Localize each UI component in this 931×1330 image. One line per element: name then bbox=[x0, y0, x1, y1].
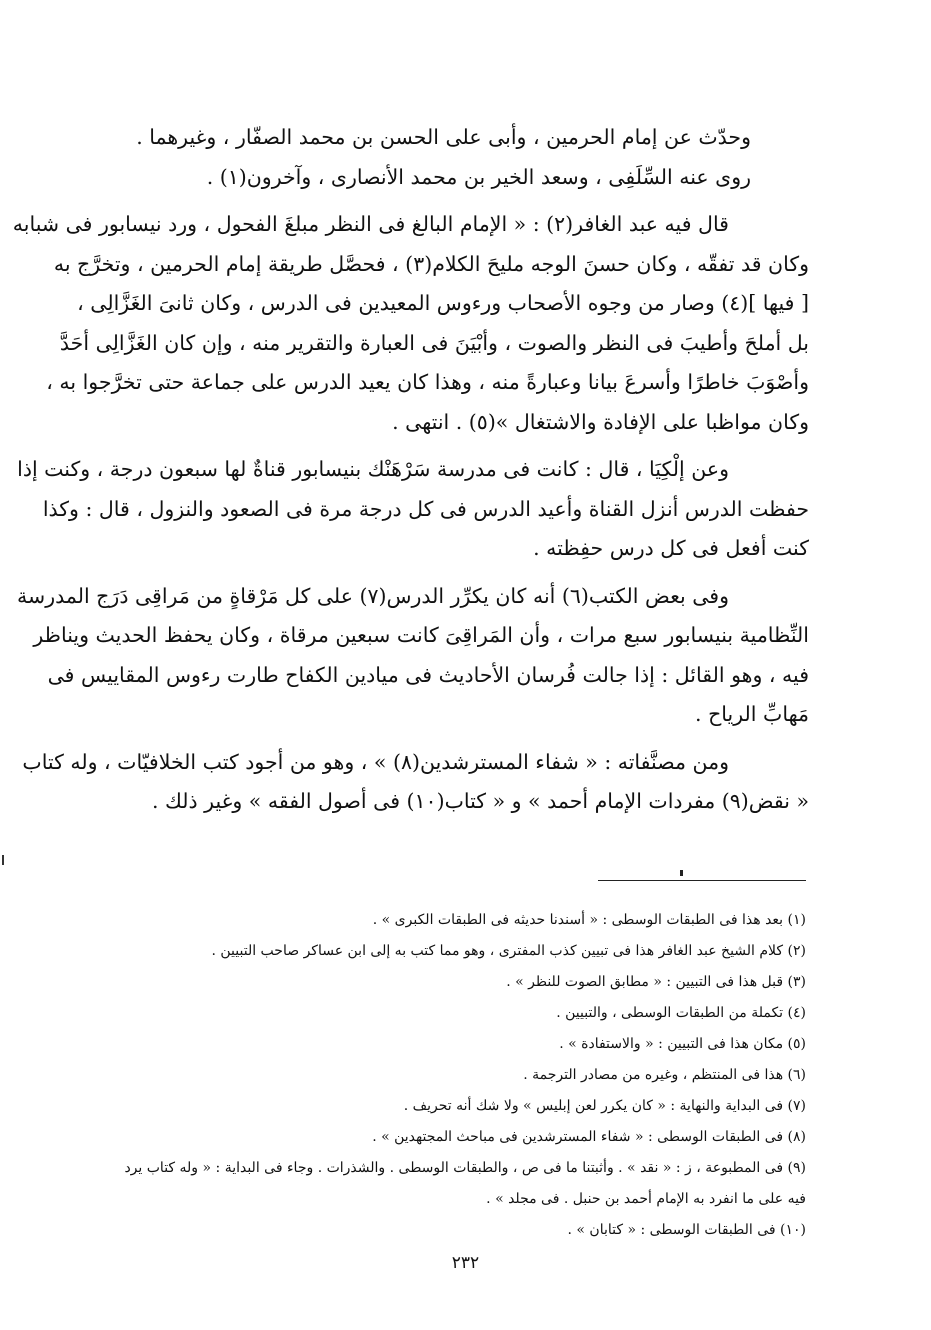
text-line: قال فيه عبد الغافر(٢) : « الإمام البالغ فى النظر مبلغَ الفحول ، ورد نيسابور فى شبابه bbox=[12, 212, 729, 236]
paragraph-gap bbox=[90, 442, 809, 450]
footnote: (٥) مكان هذا فى التبيين : « والاستفادة » . bbox=[559, 1036, 806, 1052]
paragraph-gap bbox=[90, 569, 809, 577]
footnotes bbox=[120, 905, 806, 1246]
text-line: وعن إلْكِيَا ، قال : كانت فى مدرسة سَرْهَنْك بنيسابور قناةٌ لها سبعون درجة ، وكنت إذا bbox=[17, 457, 729, 481]
footnote: (١) بعد هذا فى الطبقات الوسطى : « أسندنا حديثه فى الطبقات الكبرى » . bbox=[372, 912, 806, 928]
footnote: (٦) هذا فى المنتظم ، وغيره من مصادر الترجمة . bbox=[523, 1067, 806, 1083]
footnote: (٧) فى البداية والنهاية : « كان يكرر لعن إبليس » ولا شك أنه تحريف . bbox=[403, 1098, 806, 1114]
text-line: [ فيها ](٤) وصار من وجوه الأصحاب ورءوس المعيدين فى الدرس ، وكان ثانىَ الغَزَّالِى ، bbox=[77, 291, 809, 315]
text-line: وكان مواظبا على الإفادة والاشتغال »(٥) . انتهى . bbox=[392, 409, 809, 434]
text-line: وحدّث عن إمام الحرمين ، وأبى على الحسن بن محمد الصفّار ، وغيرهما . bbox=[136, 125, 751, 149]
text-line: النِّظامية بنيسابور سبع مرات ، وأن المَراقِىَ كانت سبعين مرقاة ، وكان يحفظ الحديث ويناظر bbox=[33, 623, 809, 647]
paragraph-gap bbox=[90, 197, 809, 205]
text-line: حفظت الدرس أنزل القناة وأعيد الدرس فى كل درجة مرة فى الصعود والنزول ، قال : وكذا bbox=[42, 496, 809, 521]
scan-edge-mark bbox=[2, 855, 4, 865]
footnote: (٨) فى الطبقات الوسطى : « شفاء المسترشدين فى مباحث المجتهدين » . bbox=[372, 1129, 806, 1145]
footnote: (٩) فى المطبوعة ، ز : « نقد » . وأثبتنا ما فى ص ، والطبقات الوسطى . والشذرات . وجاء فى البداية : « وله كتاب يرد bbox=[124, 1160, 806, 1176]
footnote-rule-mark bbox=[680, 870, 683, 876]
page-number: ٢٣٢ bbox=[451, 1253, 480, 1273]
text-line: وفى بعض الكتب(٦) أنه كان يكرِّر الدرس(٧) على كل مَرْقاةٍ من مَراقِى دَرَج المدرسة bbox=[17, 583, 729, 608]
text-line: وكان قد تفقّه ، وكان حسنَ الوجه مليحَ الكلام(٣) ، فحصَّل طريقة إمام الحرمين ، وتخرَّج به bbox=[53, 251, 809, 276]
footnote: (٤) تكملة من الطبقات الوسطى ، والتبيين . bbox=[556, 1005, 806, 1021]
footnote: (٢) كلام الشيخ عبد الغافر هذا فى تبيين كذب المفترى ، وهو مما كتب به إلى ابن عساكر صاحب التبيين . bbox=[211, 943, 806, 959]
text-line: روى عنه السِّلَفِى ، وسعد الخير بن محمد الأنصارى ، وآخرون(١) . bbox=[206, 164, 751, 189]
text-line: وأصْوَبَ خاطرًا وأسرعَ بيانا وعبارةً منه ، وهذا كان يعيد الدرس على جماعة حتى تخرَّجوا به ، bbox=[46, 370, 809, 394]
main-text bbox=[12, 118, 809, 822]
footnote: (١٠) فى الطبقات الوسطى : « كتابان » . bbox=[567, 1222, 806, 1238]
footnote: (٣) قبل هذا فى التبيين : « مطابق الصوت للنظر » . bbox=[506, 974, 806, 990]
footnote-separator bbox=[598, 880, 806, 881]
text-line: مَهابِّ الرياح . bbox=[695, 702, 809, 726]
text-line: « نقض(٩) مفردات الإمام أحمد » و « كتاب(١٠) فى أصول الفقه » وغير ذلك . bbox=[151, 789, 809, 813]
paragraph-gap bbox=[90, 735, 809, 743]
footnote: فيه على ما انفرد به الإمام أحمد بن حنبل . فى مجلد » . bbox=[486, 1191, 806, 1207]
text-line: ومن مصنَّفاته : « شفاء المسترشدين(٨) » ، وهو من أجود كتب الخلافيّات ، وله كتاب bbox=[22, 749, 729, 774]
text-line: فيه ، وهو القائل : إذا جالت فُرسان الأحاديث فى ميادين الكفاح طارت رءوس المقاييس فى bbox=[47, 662, 809, 687]
text-line: كنت أفعل فى كل درس حفِظته . bbox=[533, 536, 809, 560]
text-line: بل أملحَ وأطيبَ فى النظر والصوت ، وأبْيَنَ فى العبارة والتقرير منه ، وإن كان الغَزَّالِى أحَدَّ bbox=[59, 330, 809, 355]
